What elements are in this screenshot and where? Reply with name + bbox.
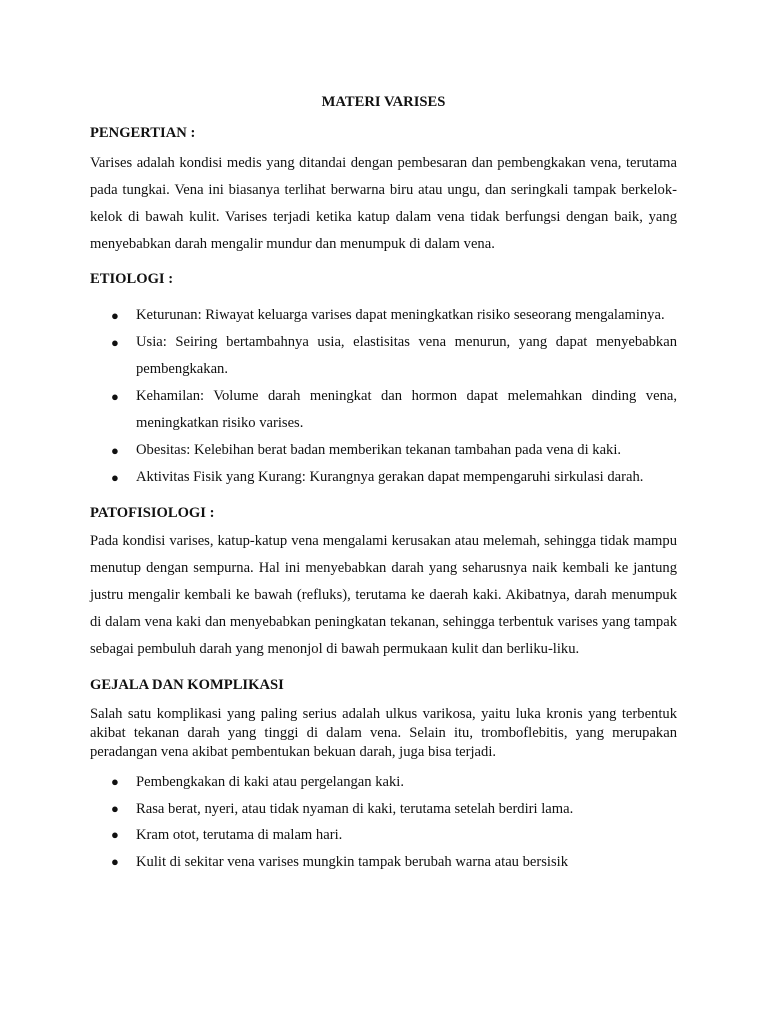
bullet-icon: ●	[111, 774, 119, 789]
list-item	[111, 383, 677, 437]
list-item-text: Keturunan: Riwayat keluarga varises dapat meningkatkan risiko seseorang mengalaminya.	[136, 307, 665, 323]
bullet-icon: ●	[111, 800, 119, 816]
heading-patofisiologi: PATOFISIOLOGI :	[90, 505, 215, 521]
list-item	[111, 302, 677, 329]
list-item	[111, 437, 677, 464]
gejala-list	[90, 769, 677, 875]
list-item-text: Usia: Seiring bertambahnya usia, elastisitas vena menurun, yang dapat menyebabkan pembengkakan.	[136, 334, 677, 377]
bullet-icon: ●	[111, 470, 119, 485]
list-item-text: Pembengkakan di kaki atau pergelangan kaki.	[136, 774, 405, 790]
etiologi-list	[90, 302, 677, 491]
heading-pengertian: PENGERTIAN :	[90, 125, 196, 141]
paragraph-patofisiologi: Pada kondisi varises, katup-katup vena mengalami kerusakan atau melemah, sehingga tidak mampu menutup dengan sempurna. Hal ini menyebabkan darah yang seharusnya naik kembali ke jantung justru mengalir kembali ke bawah (refluks), terutama ke daerah kaki. Akibatnya, darah menumpuk di dalam vena kaki dan menyebabkan peningkatan tekanan, sehingga terbentuk varises yang tampak sebagai pembuluh darah yang menonjol di bawah permukaan kulit dan berliku-liku.	[90, 533, 677, 657]
paragraph-gejala: Salah satu komplikasi yang paling serius adalah ulkus varikosa, yaitu luka kronis yang terbentuk akibat tekanan darah yang tinggi di dalam vena. Selain itu, tromboflebitis, yang merupakan peradangan vena akibat pembentukan bekuan darah, juga bisa terjadi.	[90, 706, 677, 760]
bullet-icon: ●	[111, 389, 119, 404]
document-title: MATERI VARISES	[321, 94, 446, 110]
heading-etiologi: ETIOLOGI :	[90, 271, 174, 287]
list-item-text: Rasa berat, nyeri, atau tidak nyaman di kaki, terutama setelah berdiri lama.	[136, 800, 574, 817]
list-item	[111, 849, 677, 876]
bullet-icon: ●	[111, 308, 119, 323]
list-item-text: Kulit di sekitar vena varises mungkin tampak berubah warna atau bersisik	[136, 853, 569, 870]
bullet-icon: ●	[111, 335, 119, 350]
bullet-icon: ●	[111, 827, 119, 842]
list-item	[111, 822, 677, 849]
list-item-text: Obesitas: Kelebihan berat badan memberikan tekanan tambahan pada vena di kaki.	[136, 442, 622, 458]
list-item	[111, 329, 677, 383]
list-item	[111, 769, 677, 796]
paragraph-pengertian: Varises adalah kondisi medis yang ditandai dengan pembesaran dan pembengkakan vena, terutama pada tungkai. Vena ini biasanya terlihat berwarna biru atau ungu, dan seringkali tampak berkelok-kelok di bawah kulit. Varises terjadi ketika katup dalam vena tidak berfungsi dengan baik, yang menyebabkan darah mengalir mundur dan menumpuk di dalam vena.	[90, 155, 677, 252]
list-item	[111, 796, 677, 823]
heading-gejala: GEJALA DAN KOMPLIKASI	[90, 677, 284, 693]
bullet-icon: ●	[111, 443, 119, 458]
list-item	[111, 464, 677, 491]
bullet-icon: ●	[111, 853, 119, 869]
list-item-text: Kehamilan: Volume darah meningkat dan hormon dapat melemahkan dinding vena, meningkatkan risiko varises.	[136, 388, 677, 431]
list-item-text: Aktivitas Fisik yang Kurang: Kurangnya gerakan dapat mempengaruhi sirkulasi darah.	[136, 469, 644, 485]
list-item-text: Kram otot, terutama di malam hari.	[136, 827, 343, 843]
document-page	[90, 91, 677, 875]
